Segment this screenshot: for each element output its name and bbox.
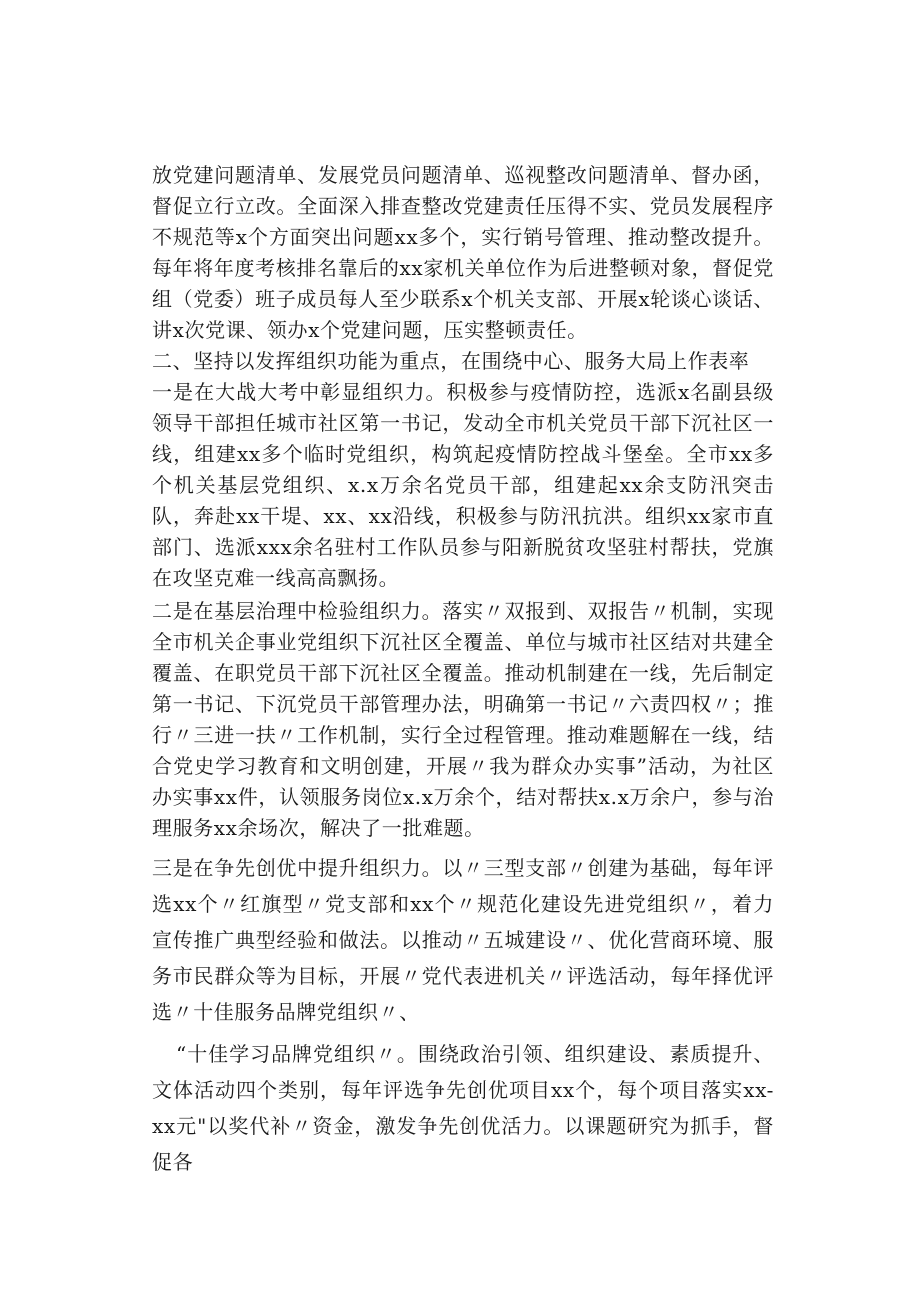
section-heading-2: 二、坚持以发挥组织功能为重点，在围绕中心、服务大局上作表率 bbox=[152, 349, 750, 373]
document-body bbox=[152, 160, 774, 1180]
paragraph-first-point: 一是在大战大考中彰显组织力。积极参与疫情防控，选派x名副县级领导干部担任城市社区第一书记，发动全市机关党员干部下沉社区一线，组建xx多个临时党组织，构筑起疫情防控战斗堡垒。全市xx多个机关基层党组织、x.x万余名党员干部，组建起xx余支防汛突击队，奔赴xx干堤、xx、xx沿线，积极参与防汛抗洪。组织xx家市直部门、选派xxx余名驻村工作队员参与阳新脱贫攻坚驻村帮扶，党旗在攻坚克难一线高高飘扬。 bbox=[152, 380, 774, 590]
paragraph-third-point: 三是在争先创优中提升组织力。以〃三型支部〃创建为基础，每年评选xx个〃红旗型〃党支部和xx个〃规范化建设先进党组织〃，着力宣传推广典型经验和做法。以推动〃五城建设〃、优化营商环境、服务市民群众等为目标，开展〃党代表进机关〃评选活动，每年择优评选〃十佳服务品牌党组织〃、 bbox=[152, 856, 774, 1024]
paragraph-second-point: 二是在基层治理中检验组织力。落实〃双报到、双报告〃机制，实现全市机关企事业党组织下沉社区全覆盖、单位与城市社区结对共建全覆盖、在职党员干部下沉社区全覆盖。推动机制建在一线，先后制定第一书记、下沉党员干部管理办法，明确第一书记〃六责四权〃；推行〃三进一扶〃工作机制，实行全过程管理。推动难题解在一线，结合党史学习教育和文明创建，开展〃我为群众办实事”活动，为社区办实事xx件，认领服务岗位x.x万余个，结对帮扶x.x万余户，参与治理服务xx余场次，解决了一批难题。 bbox=[152, 599, 774, 840]
paragraph-rectification: 放党建问题清单、发展党员问题清单、巡视整改问题清单、督办函，督促立行立改。全面深入排查整改党建责任压得不实、党员发展程序不规范等x个方面突出问题xx多个，实行销号管理、推动整改提升。每年将年度考核排名靠后的xx家机关单位作为后进整顿对象，督促党组（党委）班子成员每人至少联系x个机关支部、开展x轮谈心谈话、讲x次党课、领办x个党建问题，压实整顿责任。 bbox=[152, 163, 774, 342]
paragraph-continuation: “十佳学习品牌党组织〃。围绕政治引领、组织建设、素质提升、文体活动四个类别，每年评选争先创优项目xx个，每个项目落实xx-xx元"以奖代补〃资金，激发争先创优活力。以课题研究为抓手，督促各 bbox=[152, 1042, 774, 1174]
